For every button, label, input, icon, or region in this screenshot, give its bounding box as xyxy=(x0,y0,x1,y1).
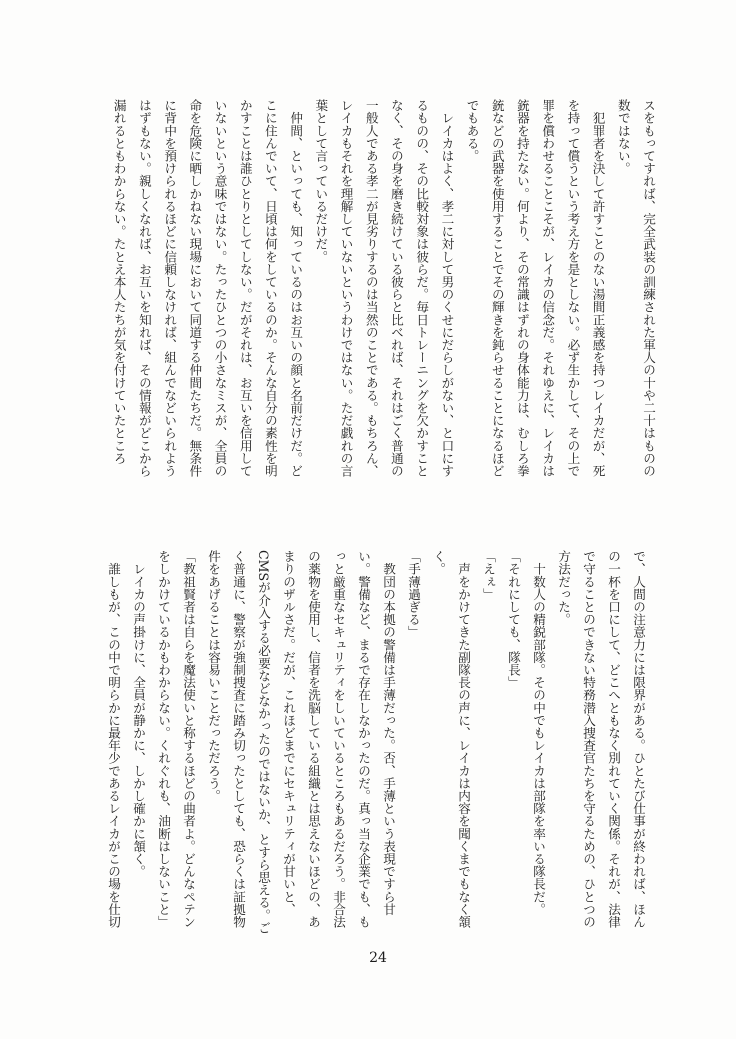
text-block-top xyxy=(105,99,661,483)
text-line: の薬物を使用し、信者を洗脳している組織とは思えないほどの、あ xyxy=(306,550,321,928)
text-line: で、人間の注意力には限界がある。ひとたび仕事が終われば、ほん xyxy=(631,550,646,928)
text-line: レイカの声掛けに、全員が静かに、しかし確かに頷く。 xyxy=(131,550,146,878)
text-line: 仲間、といっても、知っているのはお互いの顔と名前だけだ。ど xyxy=(288,99,304,477)
text-line: い。警備など、まるで存在しなかったのだ。真っ当な企業でも、も xyxy=(356,550,371,928)
text-line: に背中を預けられるほどに信頼しなければ、組んでなどいられよう xyxy=(162,99,178,477)
text-line: 葉として言っているだけだ。 xyxy=(313,99,329,263)
text-line: なく、その身を磨き続けている彼らと比べれば、それはごく普通の xyxy=(388,99,404,477)
text-line: レイカもそれを理解していないというわけではない。ただ戯れの言 xyxy=(338,99,354,477)
text-line: 方法だった。 xyxy=(556,550,571,626)
text-block-bottom xyxy=(99,550,651,934)
text-line: の一杯を口にして、どこへともなく別れていく関係。それが、法律 xyxy=(606,550,621,928)
text-line: るものの、その比較対象は彼らだ。毎日トレーニングを欠かすこと xyxy=(414,99,430,477)
text-line: 「教祖賢者は自らを魔法使いと称するほどの曲者よ。どんなペテン xyxy=(181,550,196,928)
text-line: 「手薄過ぎる」 xyxy=(406,550,421,639)
text-line: をしかけているかもわからない。くれぐれも、油断はしないこと」 xyxy=(156,550,171,928)
text-line: を持って償うという考え方を是としない。必ず生かして、その上で xyxy=(565,99,581,477)
text-line: こに住んでいて、日頃は何をしているのか。そんな自分の素性を明 xyxy=(262,99,278,477)
text-line: 銃などの武器を使用することでその輝きを鈍らせることになるほど xyxy=(489,99,505,477)
text-line: 数ではない。 xyxy=(615,99,631,175)
text-line: 漏れるともわからない。たとえ本人たちが気を付けていたところ xyxy=(111,99,127,465)
text-line: 犯罪者を決して許すことのない湯間正義感を持つレイカだが、死 xyxy=(590,99,606,477)
text-line: はずもない。親しくなれば、お互いを知れば、その情報がどこから xyxy=(136,99,152,477)
text-line: まりのザルさだ。だが、これほどまでにセキュリティが甘いと、 xyxy=(281,550,296,916)
text-line: 教団の本拠の警備は手薄だった。否、手薄という表現ですら甘 xyxy=(381,550,396,916)
text-line: 十数人の精鋭部隊。その中でもレイカは部隊を率いる隊長だ。 xyxy=(531,550,546,916)
text-line: かすことは誰ひとりとしてしない。だがそれは、お互いを信用して xyxy=(237,99,253,477)
text-line: く。 xyxy=(431,550,446,576)
page-number: 24 xyxy=(369,950,387,966)
text-line: 「それにしても、隊長」 xyxy=(506,550,521,689)
text-line: で守ることのできない特務潜入捜査官たちを守るための、ひとつの xyxy=(581,550,596,928)
text-line: CMSが介入する必要などなかったのではないか、とすら思える。ご xyxy=(256,550,271,934)
text-line: 声をかけてきた副隊長の声に、レイカは内容を聞くまでもなく頷 xyxy=(456,550,471,928)
text-line: 誰しもが、この中で明らかに最年少であるレイカがこの場を仕切 xyxy=(106,550,121,928)
text-line: 銃器を持たない。何より、その常識はずれの身体能力は、むしろ拳 xyxy=(514,99,530,477)
text-line: 一般人である孝二が見劣りするのは当然のことである。もちろん、 xyxy=(363,99,379,477)
text-line: っと厳重なセキュリティをしいているところもあるだろう。非合法 xyxy=(331,550,346,928)
text-line: 件をあげることは容易いことだっただろう。 xyxy=(206,550,221,802)
text-line: いないという意味ではない。たったひとつの小さなミスが、全員の xyxy=(212,99,228,477)
text-line: でもある。 xyxy=(464,99,480,162)
text-line: スをもってすれば、完全武装の訓練された軍人の十や二十はものの xyxy=(641,99,656,477)
text-line: 命を危険に晒しかねない現場において同道する仲間たちだ。無条件 xyxy=(187,99,203,477)
text-line: レイカはよく、孝二に対して男のくせにだらしがない、と口にす xyxy=(439,99,455,477)
text-line: 罪を償わせることこそが、レイカの信念だ。それゆえに、レイカは xyxy=(540,99,556,477)
text-line: 「えぇ」 xyxy=(481,550,496,601)
text-line: く普通に、警察が強制捜査に踏み切ったとしても、恐らくは証拠物 xyxy=(231,550,246,928)
